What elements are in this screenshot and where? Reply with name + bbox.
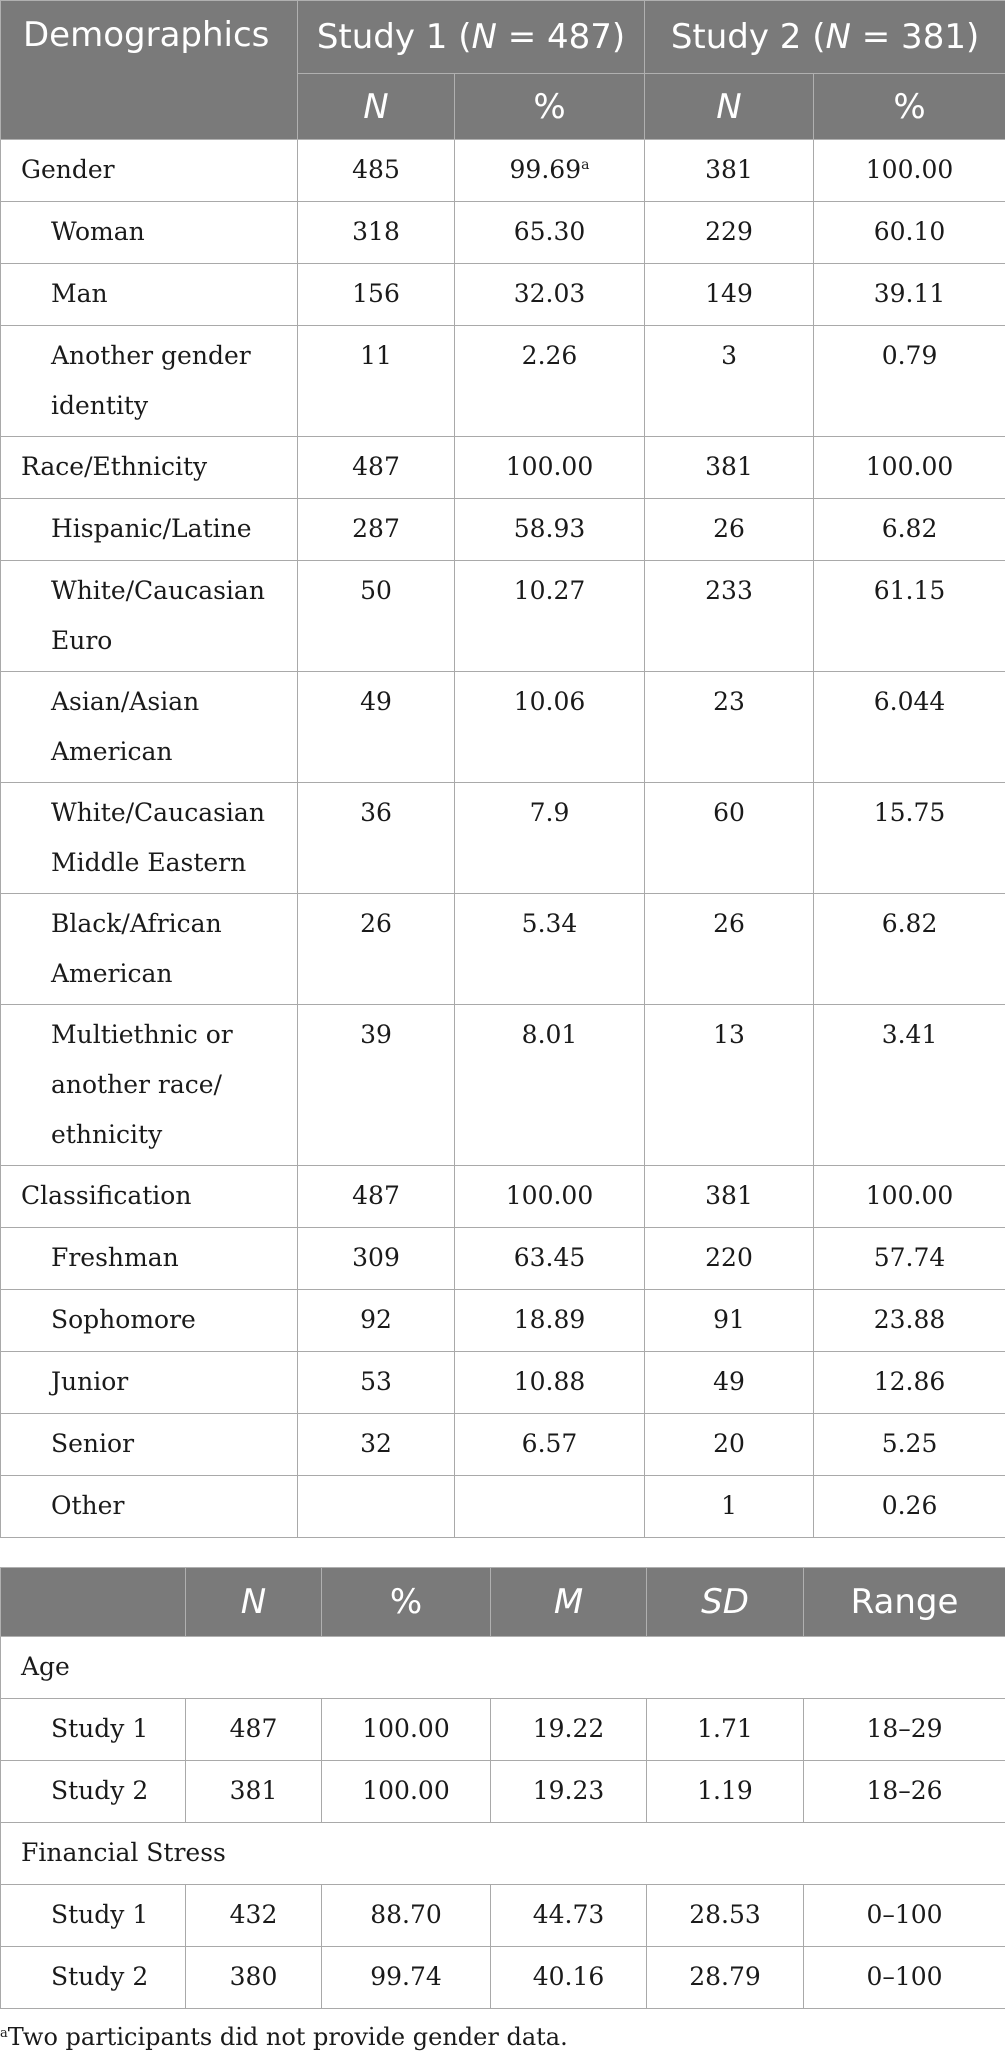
study1-percent-cell (455, 783, 645, 894)
row-label-text: Study 2 (51, 1776, 149, 1805)
row-label-text: Study 1 (51, 1900, 149, 1929)
row-label-text: Sophomore (51, 1305, 196, 1334)
row-label (1, 326, 298, 437)
study2-n-cell (645, 1352, 814, 1414)
row-label-text: Asian/Asian American (51, 687, 200, 766)
study1-n-cell-text: 53 (360, 1367, 392, 1396)
study1-percent-cell-text: 100.00 (505, 1181, 594, 1210)
row-label (1, 437, 298, 499)
percent-cell (322, 1699, 491, 1761)
study1-percent-cell (455, 894, 645, 1005)
row-label-text: Study 2 (51, 1962, 149, 1991)
subheader-study1-percent: % (455, 74, 645, 140)
study2-percent-cell-text: 60.10 (873, 217, 946, 246)
study1-percent-cell-text: 6.57 (521, 1429, 578, 1458)
percent-cell-text: 100.00 (362, 1714, 450, 1743)
study1-percent-cell-text: 65.30 (513, 217, 586, 246)
study2-n-cell-text: 49 (713, 1367, 745, 1396)
row-label (1, 783, 298, 894)
study2-n-cell (645, 140, 814, 202)
study2-percent-cell (814, 1476, 1005, 1538)
table-row (1, 1885, 1005, 1947)
study2-n-cell-text: 23 (713, 687, 745, 716)
study2-percent-cell-text: 6.82 (881, 909, 938, 938)
mean-cell (491, 1947, 647, 2009)
study2-percent-cell (814, 1290, 1005, 1352)
table-row (1, 672, 1005, 783)
study1-n-cell-text: 92 (360, 1305, 392, 1334)
study1-n-cell (298, 202, 455, 264)
study2-n-cell (645, 1166, 814, 1228)
study1-n-cell-text: 487 (352, 452, 400, 481)
study2-n-cell-text: 13 (713, 1020, 745, 1049)
study2-n-cell-text: 220 (705, 1243, 753, 1272)
row-label (1, 1352, 298, 1414)
table-spacer (0, 1538, 1005, 1567)
study2-n-cell-text: 233 (705, 576, 753, 605)
row-label (1, 499, 298, 561)
study2-n-cell-text: 20 (713, 1429, 745, 1458)
study2-percent-cell-text: 23.88 (873, 1305, 946, 1334)
subheader-study2-n: N (645, 74, 814, 140)
study1-percent-cell (455, 499, 645, 561)
study2-percent-cell-text: 100.00 (865, 452, 954, 481)
row-label (1, 561, 298, 672)
table-row (1, 1166, 1005, 1228)
column-header-percent: % (322, 1568, 491, 1637)
study2-percent-cell-text: 0.79 (881, 341, 938, 370)
table-row (1, 894, 1005, 1005)
study2-percent-cell (814, 1414, 1005, 1476)
study2-percent-cell (814, 499, 1005, 561)
study2-percent-cell (814, 264, 1005, 326)
section-header-row (1, 1637, 1005, 1699)
mean-cell-text: 44.73 (532, 1900, 605, 1929)
footnote-marker: a (0, 2026, 8, 2041)
range-cell-text: 18–26 (866, 1776, 943, 1805)
study1-n-cell (298, 894, 455, 1005)
table-row (1, 1947, 1005, 2009)
footnote-text: Two participants did not provide gender data. (7, 2023, 568, 2051)
mean-cell-text: 19.22 (532, 1714, 605, 1743)
study1-percent-cell-text: 18.89 (513, 1305, 586, 1334)
study2-n-cell (645, 1476, 814, 1538)
study1-percent-cell-text: 5.34 (521, 909, 578, 938)
section-title (1, 1823, 1005, 1885)
study2-percent-cell (814, 1166, 1005, 1228)
percent-cell (322, 1947, 491, 2009)
study2-n-cell (645, 499, 814, 561)
row-label (1, 264, 298, 326)
range-cell-text: 0–100 (866, 1900, 943, 1929)
column-header-blank (1, 1568, 186, 1637)
row-label (1, 1761, 186, 1823)
subheader-study2-percent: % (814, 74, 1005, 140)
study2-percent-cell (814, 783, 1005, 894)
sd-cell (647, 1699, 804, 1761)
column-header-n: N (186, 1568, 322, 1637)
study1-n-cell (298, 326, 455, 437)
study1-percent-cell-text: 99.69 (509, 155, 582, 184)
percent-cell (322, 1761, 491, 1823)
n-cell (186, 1699, 322, 1761)
study2-n-cell (645, 561, 814, 672)
table-footnote (0, 2023, 1005, 2051)
study2-n-cell (645, 894, 814, 1005)
study1-percent-cell-text: 10.06 (513, 687, 586, 716)
study1-n-cell-text: 156 (352, 279, 400, 308)
study1-percent-cell (455, 1414, 645, 1476)
study2-percent-cell-text: 12.86 (873, 1367, 946, 1396)
study2-percent-cell (814, 437, 1005, 499)
row-label-text: Black/African American (51, 909, 222, 988)
study2-percent-cell (814, 672, 1005, 783)
study1-n-cell (298, 264, 455, 326)
study2-percent-cell (814, 1005, 1005, 1166)
row-label (1, 140, 298, 202)
study2-percent-cell-text: 0.26 (881, 1491, 938, 1520)
study2-n-cell-text: 149 (705, 279, 753, 308)
study1-percent-cell (455, 1352, 645, 1414)
study2-n-cell-text: 26 (713, 514, 745, 543)
row-label (1, 1476, 298, 1538)
footnote-ref-marker: a (581, 157, 590, 173)
study2-percent-cell (814, 326, 1005, 437)
sd-cell (647, 1947, 804, 2009)
table-row (1, 264, 1005, 326)
column-header-sd: SD (647, 1568, 804, 1637)
study1-percent-cell-text: 10.27 (513, 576, 586, 605)
study2-percent-cell-text: 5.25 (881, 1429, 938, 1458)
n-cell (186, 1947, 322, 2009)
study2-n-cell-text: 229 (705, 217, 753, 246)
study1-percent-cell (455, 326, 645, 437)
study1-percent-cell (455, 1005, 645, 1166)
study2-percent-cell (814, 561, 1005, 672)
study2-n-cell (645, 202, 814, 264)
n-cell (186, 1885, 322, 1947)
study1-n-cell-text: 11 (360, 341, 392, 370)
table-header-row (1, 1, 1005, 74)
study2-percent-cell-text: 100.00 (865, 155, 954, 184)
range-cell (804, 1761, 1005, 1823)
study1-n-cell (298, 1414, 455, 1476)
study1-percent-cell-text: 2.26 (521, 341, 578, 370)
column-header-demographics: Demographics (1, 1, 298, 140)
demographics-table-body (1, 140, 1005, 1538)
range-cell-text: 0–100 (866, 1962, 943, 1991)
study1-n-cell-text: 318 (352, 217, 400, 246)
study2-percent-cell (814, 894, 1005, 1005)
row-label (1, 1290, 298, 1352)
study2-n-cell (645, 1005, 814, 1166)
study2-percent-cell-text: 6.82 (881, 514, 938, 543)
table-row (1, 499, 1005, 561)
section-title (1, 1637, 1005, 1699)
column-header-mean: M (491, 1568, 647, 1637)
row-label-text: Freshman (51, 1243, 179, 1272)
study1-n-cell (298, 1166, 455, 1228)
study2-percent-cell-text: 100.00 (865, 1181, 954, 1210)
study1-percent-cell-text: 8.01 (521, 1020, 578, 1049)
row-label (1, 1166, 298, 1228)
study1-n-cell-text: 50 (360, 576, 392, 605)
study1-percent-cell-text: 58.93 (513, 514, 586, 543)
study1-n-cell-text: 287 (352, 514, 400, 543)
n-cell-text: 381 (229, 1776, 278, 1805)
mean-cell-text: 40.16 (532, 1962, 605, 1991)
study1-n-cell-text: 36 (360, 798, 392, 827)
study2-percent-cell-text: 61.15 (873, 576, 946, 605)
section-title-text: Financial Stress (21, 1838, 226, 1867)
row-label-text: White/Caucasian Middle Eastern (51, 798, 265, 877)
study2-n-cell (645, 783, 814, 894)
sd-cell-text: 28.53 (689, 1900, 761, 1929)
study1-percent-cell (455, 437, 645, 499)
study2-n-cell-text: 91 (713, 1305, 745, 1334)
row-label (1, 894, 298, 1005)
n-cell (186, 1761, 322, 1823)
study1-percent-cell (455, 264, 645, 326)
age-stress-table-body (1, 1637, 1005, 2009)
table-row (1, 1290, 1005, 1352)
study1-n-cell (298, 437, 455, 499)
column-header-range: Range (804, 1568, 1005, 1637)
row-label (1, 1005, 298, 1166)
table-row (1, 561, 1005, 672)
mean-cell (491, 1885, 647, 1947)
row-label-text: White/Caucasian Euro (51, 576, 265, 655)
study2-n-cell (645, 1290, 814, 1352)
column-header-study2: Study 2 (N = 381) (645, 1, 1005, 74)
study1-percent-cell-text: 10.88 (513, 1367, 586, 1396)
range-cell (804, 1699, 1005, 1761)
study1-n-cell (298, 1476, 455, 1538)
row-label (1, 1699, 186, 1761)
sd-cell-text: 28.79 (689, 1962, 761, 1991)
study2-percent-cell (814, 1352, 1005, 1414)
study2-n-cell-text: 1 (721, 1491, 737, 1520)
mean-cell (491, 1761, 647, 1823)
row-label-text: Race/Ethnicity (21, 452, 208, 481)
row-label-text: Study 1 (51, 1714, 149, 1743)
table-row (1, 1005, 1005, 1166)
row-label-text: Multiethnic or another race/ ethnicity (51, 1020, 233, 1149)
row-label-text: Woman (51, 217, 145, 246)
row-label-text: Senior (51, 1429, 135, 1458)
n-cell-text: 487 (229, 1714, 278, 1743)
table-row (1, 1352, 1005, 1414)
percent-cell (322, 1885, 491, 1947)
sd-cell (647, 1761, 804, 1823)
study1-n-cell (298, 1228, 455, 1290)
percent-cell-text: 99.74 (370, 1962, 442, 1991)
row-label (1, 1947, 186, 2009)
study1-n-cell-text: 485 (352, 155, 400, 184)
sd-cell-text: 1.71 (697, 1714, 753, 1743)
column-header-study1: Study 1 (N = 487) (298, 1, 645, 74)
study1-n-cell (298, 561, 455, 672)
study1-n-cell-text: 32 (360, 1429, 392, 1458)
row-label-text: Gender (21, 155, 115, 184)
study1-n-cell-text: 487 (352, 1181, 400, 1210)
table-row (1, 437, 1005, 499)
study2-n-cell-text: 381 (705, 1181, 753, 1210)
study1-percent-cell-text: 7.9 (529, 798, 570, 827)
sd-cell-text: 1.19 (697, 1776, 753, 1805)
study2-percent-cell (814, 202, 1005, 264)
range-cell-text: 18–29 (866, 1714, 943, 1743)
study1-n-cell (298, 672, 455, 783)
study2-n-cell (645, 672, 814, 783)
study1-percent-cell (455, 140, 645, 202)
n-cell-text: 380 (229, 1962, 278, 1991)
table-row (1, 1476, 1005, 1538)
study2-percent-cell (814, 1228, 1005, 1290)
study2-percent-cell-text: 15.75 (873, 798, 946, 827)
study2-percent-cell-text: 39.11 (873, 279, 946, 308)
study1-percent-cell (455, 1228, 645, 1290)
study1-percent-cell-text: 100.00 (505, 452, 594, 481)
mean-cell-text: 19.23 (532, 1776, 605, 1805)
study2-n-cell (645, 437, 814, 499)
study2-n-cell (645, 264, 814, 326)
row-label (1, 1414, 298, 1476)
study1-n-cell (298, 783, 455, 894)
study2-n-cell-text: 381 (705, 155, 753, 184)
age-stress-table (0, 1567, 1005, 2009)
study1-percent-cell-text: 63.45 (513, 1243, 586, 1272)
study2-percent-cell-text: 6.044 (873, 687, 946, 716)
study1-n-cell (298, 1005, 455, 1166)
table-row (1, 326, 1005, 437)
study2-n-cell (645, 1228, 814, 1290)
study1-percent-wrap (463, 145, 636, 195)
range-cell (804, 1947, 1005, 2009)
study2-percent-cell-text: 3.41 (881, 1020, 938, 1049)
study2-n-cell-text: 26 (713, 909, 745, 938)
study1-n-cell-text: 309 (352, 1243, 400, 1272)
study1-n-cell (298, 1290, 455, 1352)
row-label-text: Hispanic/Latine (51, 514, 252, 543)
percent-cell-text: 88.70 (370, 1900, 442, 1929)
section-header-row (1, 1823, 1005, 1885)
study2-n-cell-text: 3 (721, 341, 737, 370)
row-label (1, 202, 298, 264)
study1-n-cell-text: 39 (360, 1020, 392, 1049)
study1-percent-cell (455, 561, 645, 672)
study1-n-cell (298, 140, 455, 202)
row-label-text: Other (51, 1491, 125, 1520)
row-label-text: Man (51, 279, 108, 308)
table-row (1, 202, 1005, 264)
row-label (1, 1885, 186, 1947)
study1-percent-cell (455, 1166, 645, 1228)
table-row (1, 1699, 1005, 1761)
row-label (1, 1228, 298, 1290)
study1-percent-cell (455, 202, 645, 264)
study1-percent-cell (455, 1290, 645, 1352)
study2-n-cell-text: 60 (713, 798, 745, 827)
range-cell (804, 1885, 1005, 1947)
table-row (1, 1228, 1005, 1290)
sd-cell (647, 1885, 804, 1947)
study2-n-cell-text: 381 (705, 452, 753, 481)
study1-percent-cell (455, 672, 645, 783)
study2-n-cell (645, 1414, 814, 1476)
row-label (1, 672, 298, 783)
table-row (1, 1414, 1005, 1476)
n-cell-text: 432 (229, 1900, 278, 1929)
study1-n-cell-text: 26 (360, 909, 392, 938)
row-label-text: Classification (21, 1181, 192, 1210)
row-label-text: Junior (51, 1367, 129, 1396)
study1-n-cell (298, 499, 455, 561)
row-label-text: Another gender identity (51, 341, 251, 420)
table-row (1, 140, 1005, 202)
study2-percent-cell (814, 140, 1005, 202)
study2-n-cell (645, 326, 814, 437)
study2-percent-cell-text: 57.74 (873, 1243, 946, 1272)
study1-percent-cell-text: 32.03 (513, 279, 586, 308)
study1-n-cell (298, 1352, 455, 1414)
table-row (1, 783, 1005, 894)
study1-percent-cell (455, 1476, 645, 1538)
table-row (1, 1761, 1005, 1823)
percent-cell-text: 100.00 (362, 1776, 450, 1805)
mean-cell (491, 1699, 647, 1761)
study1-n-cell-text: 49 (360, 687, 392, 716)
section-title-text: Age (21, 1652, 70, 1681)
table-header-row (1, 1568, 1005, 1637)
subheader-study1-n: N (298, 74, 455, 140)
